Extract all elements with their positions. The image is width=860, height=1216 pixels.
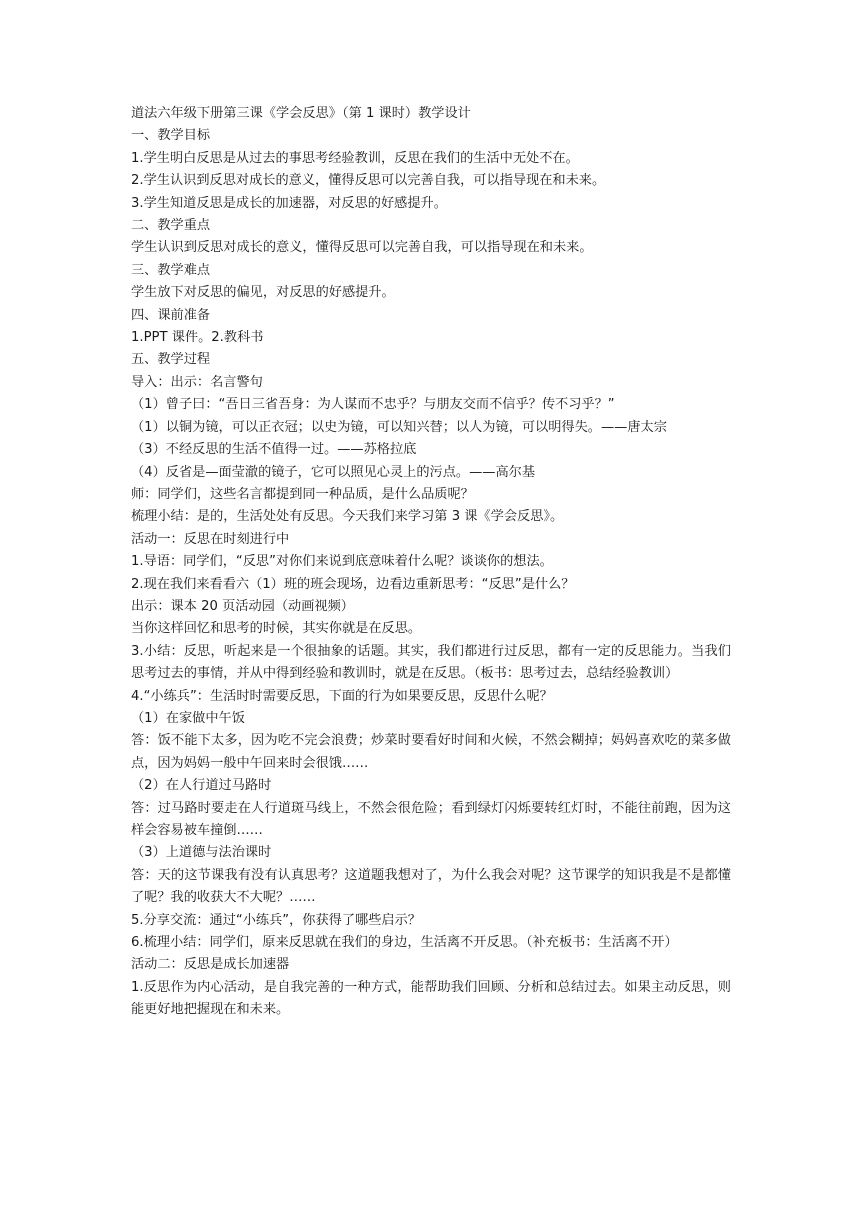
activity-1-step-4: 4.“小练兵”：生活时时需要反思，下面的行为如果要反思，反思什么呢？ <box>131 688 553 704</box>
section-heading-process: 五、教学过程 <box>131 352 211 368</box>
key-point-text: 学生认识到反思对成长的意义，懂得反思可以完善自我，可以指导现在和未来。 <box>131 240 593 256</box>
practice-item-1: （1）在家做中午饭 <box>131 710 245 726</box>
preparation-text: 1.PPT 课件。2.教科书 <box>131 330 264 346</box>
activity-2-heading: 活动二：反思是成长加速器 <box>131 957 290 973</box>
section-heading-objectives: 一、教学目标 <box>131 128 211 144</box>
activity-1-show: 出示：课本 20 页活动园（动画视频） <box>131 598 354 614</box>
quote-2: （1）以铜为镜，可以正衣冠；以史为镜，可以知兴替；以人为镜，可以明得失。——唐太宗 <box>131 419 667 435</box>
activity-1-step-5: 5.分享交流：通过“小练兵”，你获得了哪些启示？ <box>131 912 421 928</box>
teacher-question: 师：同学们，这些名言都提到同一种品质，是什么品质呢？ <box>131 486 474 502</box>
practice-answer-2: 答：过马路时要走在人行道斑马线上，不然会很危险；看到绿灯闪烁要转红灯时，不能往前跑，因为这样会容易被车撞倒…… <box>131 800 731 838</box>
activity-1-step-2: 2.现在我们来看看六（1）班的班会现场，边看边重新思考：“反思”是什么？ <box>131 576 575 592</box>
practice-answer-1: 答：饭不能下太多，因为吃不完会浪费；炒菜时要看好时间和火候，不然会糊掉；妈妈喜欢吃的菜多做点，因为妈妈一般中午回来时会很饿…… <box>131 733 731 771</box>
objective-2: 2.学生认识到反思对成长的意义，懂得反思可以完善自我，可以指导现在和未来。 <box>131 173 606 189</box>
document-body <box>131 103 731 1022</box>
section-heading-difficulty: 三、教学难点 <box>131 262 211 278</box>
activity-1-note: 当你这样回忆和思考的时候，其实你就是在反思。 <box>131 621 422 637</box>
practice-item-2: （2）在人行道过马路时 <box>131 778 272 794</box>
activity-1-step-6: 6.梳理小结：同学们，原来反思就在我们的身边，生活离不开反思。（补充板书：生活离不开） <box>131 935 678 951</box>
intro-summary: 梳理小结：是的，生活处处有反思。今天我们来学习第 3 课《学会反思》。 <box>131 509 564 525</box>
objective-1: 1.学生明白反思是从过去的事思考经验教训，反思在我们的生活中无处不在。 <box>131 150 579 166</box>
quote-3: （3）不经反思的生活不值得一过。——苏格拉底 <box>131 442 417 458</box>
practice-item-3: （3）上道德与法治课时 <box>131 845 272 861</box>
document-title: 道法六年级下册第三课《学会反思》（第 1 课时）教学设计 <box>131 106 471 121</box>
objective-3: 3.学生知道反思是成长的加速器，对反思的好感提升。 <box>131 195 447 211</box>
practice-answer-3: 答：天的这节课我有没有认真思考？这道题我想对了，为什么我会对呢？这节课学的知识我是不是都懂了呢？我的收获大不大呢？…… <box>131 867 731 906</box>
quote-4: （4）反省是—面莹澈的镜子，它可以照见心灵上的污点。——高尔基 <box>131 464 536 480</box>
activity-1-heading: 活动一：反思在时刻进行中 <box>131 531 290 547</box>
intro-line: 导入：出示：名言警句 <box>131 374 263 390</box>
difficulty-text: 学生放下对反思的偏见，对反思的好感提升。 <box>131 285 395 301</box>
quote-1: （1）曾子曰：“吾日三省吾身：为人谋而不忠乎？与朋友交而不信乎？传不习乎？” <box>131 397 615 413</box>
activity-2-step-1: 1.反思作为内心活动，是自我完善的一种方式，能帮助我们回顾、分析和总结过去。如果主动反思，则能更好地把握现在和未来。 <box>131 979 731 1018</box>
activity-1-step-3: 3.小结：反思，听起来是一个很抽象的话题。其实，我们都进行过反思，都有一定的反思能力。当我们思考过去的事情，并从中得到经验和教训时，就是在反思。（板书：思考过去，总结经验教训） <box>131 643 731 682</box>
section-heading-preparation: 四、课前准备 <box>131 307 211 323</box>
section-heading-key-points: 二、教学重点 <box>131 218 211 234</box>
activity-1-step-1: 1.导语：同学们，“反思”对你们来说到底意味着什么呢？谈谈你的想法。 <box>131 554 553 570</box>
